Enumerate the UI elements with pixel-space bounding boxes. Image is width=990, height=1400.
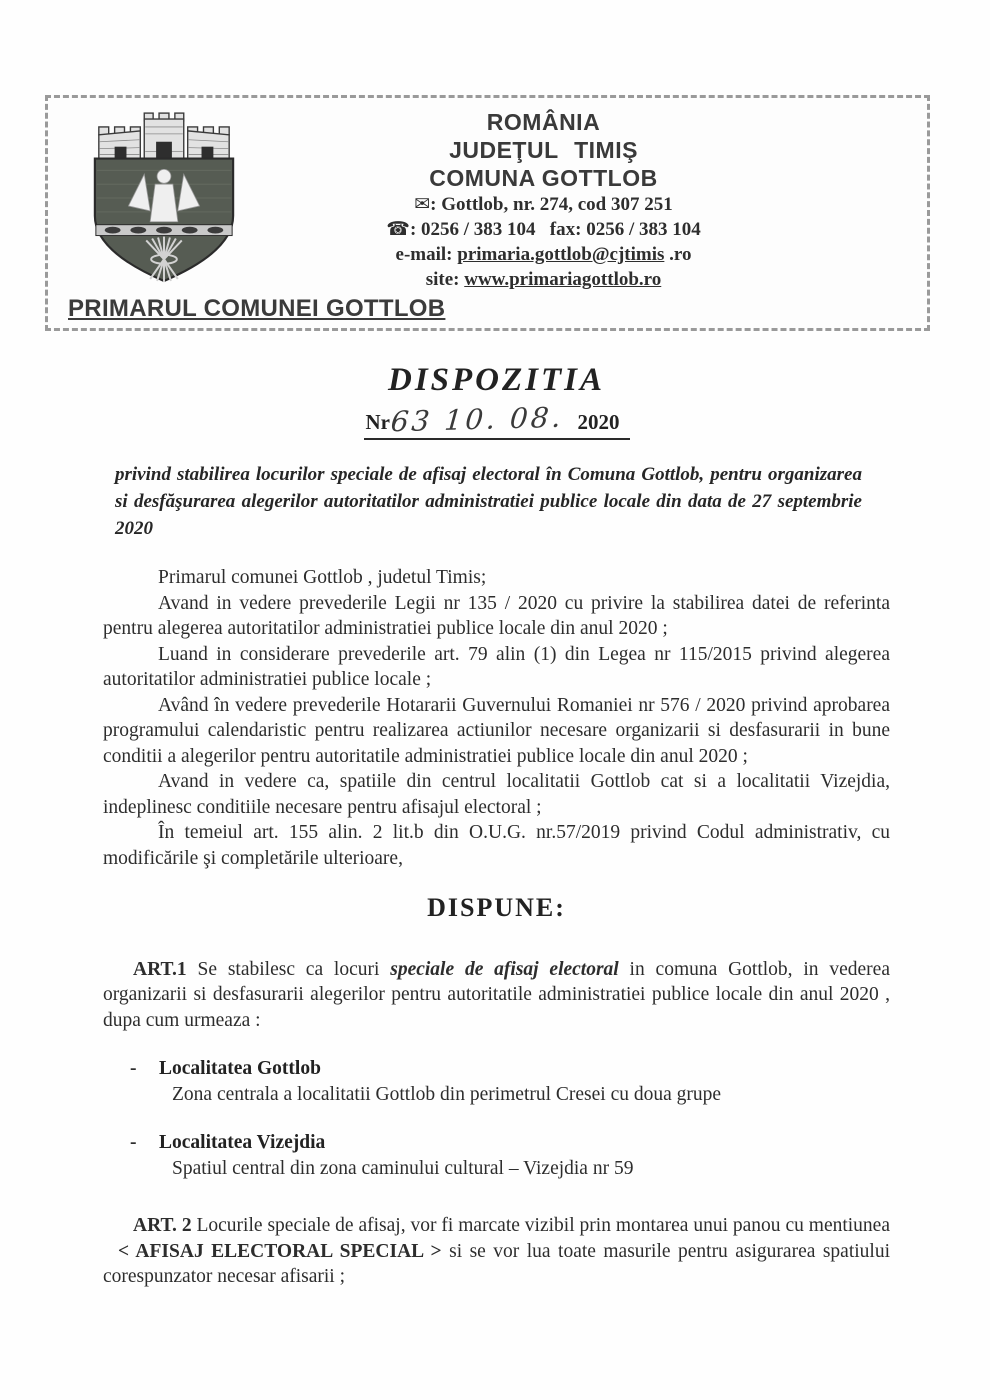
number-prefix: Nr <box>365 409 390 434</box>
dash-bullet: - <box>130 1132 137 1153</box>
list-item-body <box>159 1056 721 1107</box>
text-segment: si se vor lua toate masurile pentru asigurarea spatiului corespunzator necesar afisarii ; <box>103 1240 891 1287</box>
text-segment: Locurile speciale de afisaj, vor fi marcate vizibil prin montarea unui panou cu mentiunea <box>103 1215 890 1262</box>
county-name: JUDEŢUL TIMIŞ <box>449 137 638 163</box>
document-number-line <box>103 400 890 441</box>
paragraph-preamble: Primarul comunei Gottlob , judetul Timis; <box>158 567 487 588</box>
text-segment: ART. 2 <box>133 1215 197 1236</box>
commune-name: COMUNA GOTTLOB <box>429 165 658 191</box>
paragraph-temei: În temeiul art. 155 alin. 2 lit.b din O.U.G. nr.57/2019 privind Codul administrativ, cu modificările şi completările ulterioare, <box>103 822 890 869</box>
letterhead-text <box>280 98 927 328</box>
text-segment: in comuna Gottlob, in vederea organizarii si desfasurarii alegerilor pentru autoritatile administratiei publice locale din anul 2020 , dupa cum urmeaza : <box>103 958 890 1031</box>
site-line <box>280 267 807 292</box>
country-name: ROMÂNIA <box>486 109 601 135</box>
coat-of-arms-icon <box>85 110 243 290</box>
dispune-heading: DISPUNE: <box>427 893 566 922</box>
text-segment: < AFISAJ ELECTORAL SPECIAL > <box>117 1240 442 1262</box>
handwritten-number: 63 10. 08. <box>389 400 566 438</box>
list-item-body <box>159 1130 633 1181</box>
paragraph-hg-576: Având în vedere prevederile Hotararii Guvernului Romaniei nr 576 / 2020 privind aprobarea programului calendaristic pentru realizarea actiunilor necesare organizarii si desfasurarii in bune conditii a alegerilor pentru autoritatile administratiei publice locale din anul 2020 ; <box>103 694 890 767</box>
office-title: PRIMARUL COMUNEI GOTTLOB <box>68 295 446 322</box>
list-item-vizejdia <box>130 1130 890 1181</box>
document-year: 2020 <box>577 409 620 434</box>
article-2 <box>103 1213 890 1290</box>
address-text: : Gottlob, nr. 274, cod 307 251 <box>430 194 673 215</box>
document-body <box>103 362 891 1290</box>
document-subtitle: privind stabilirea locurilor speciale de afisaj electoral în Comuna Gottlob, pentru organizarea si desfăşurarea alegerilor autoritatilor administratiei publice locale din data de 27 septembrie 2020 <box>115 464 862 539</box>
location-name: Localitatea Vizejdia <box>159 1132 326 1153</box>
article-1 <box>103 957 890 1034</box>
paragraph-spatii: Avand in vedere ca, spatiile din centrul localitatii Gottlob cat si a localitatii Vizejdia, indeplinesc conditiile necesare pentru afisajul electoral ; <box>103 771 890 818</box>
paragraph-legii-135: Avand in vedere prevederile Legii nr 135 / 2020 cu privire la stabilirea datei de referinta pentru alegerea autoritatilor administratiei publice locale din anul 2020 ; <box>103 592 890 639</box>
email-line <box>280 242 807 267</box>
document-title: DISPOZITIA <box>387 362 606 398</box>
phone-fax-text: : 0256 / 383 104 fax: 0256 / 383 104 <box>409 219 701 240</box>
text-segment: speciale de afisaj electoral <box>390 958 619 980</box>
address-line <box>280 192 807 217</box>
location-name: Localitatea Gottlob <box>159 1058 321 1079</box>
phone-icon: ☎ <box>386 219 410 240</box>
dash-bullet: - <box>130 1058 137 1079</box>
coat-of-arms <box>48 98 280 328</box>
site-label: site: <box>425 269 465 290</box>
phone-line <box>280 217 807 242</box>
email-address: primaria.gottlob@cjtimis <box>457 244 665 265</box>
list-item-gottlob <box>130 1056 890 1107</box>
letterhead-box <box>45 95 930 331</box>
envelope-icon: ✉ <box>414 194 431 215</box>
email-suffix: .ro <box>664 244 692 265</box>
location-detail: Spatiul central din zona caminului cultural – Vizejdia nr 59 <box>172 1157 634 1179</box>
location-detail: Zona centrala a localitatii Gottlob din perimetrul Cresei cu doua grupe <box>172 1083 722 1105</box>
site-url: www.primariagottlob.ro <box>464 269 662 290</box>
text-segment: Se stabilesc ca locuri <box>197 958 391 980</box>
email-label: e-mail: <box>395 244 458 265</box>
text-segment: ART.1 <box>133 958 198 980</box>
paragraph-legea-115: Luand in considerare prevederile art. 79 alin (1) din Legea nr 115/2015 privind alegerea autoritatilor administratiei publice locale ; <box>103 643 890 690</box>
number-underline <box>364 400 630 441</box>
